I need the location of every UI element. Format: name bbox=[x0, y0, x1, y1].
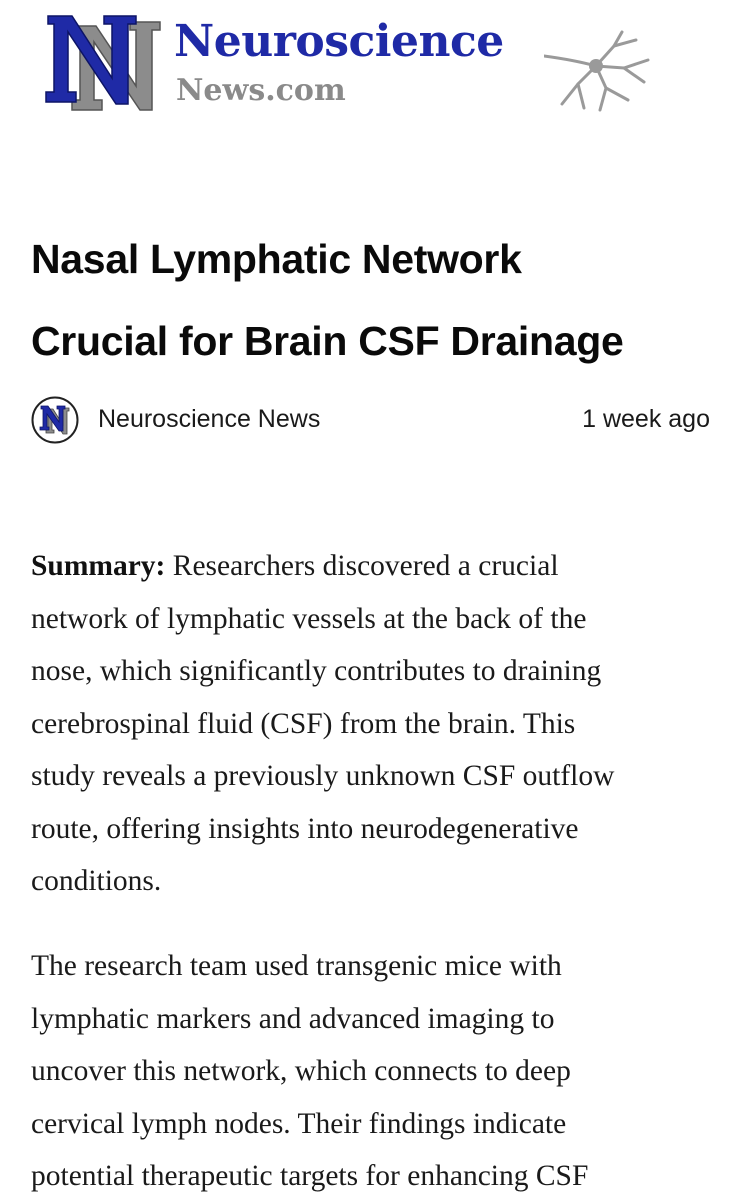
summary-line: route, offering insights into neurodegenerative bbox=[31, 812, 579, 845]
body-paragraph bbox=[31, 940, 721, 1200]
summary-paragraph bbox=[31, 540, 721, 908]
logo-wordmark-primary: Neuroscience bbox=[174, 16, 504, 67]
summary-label: Summary: bbox=[31, 550, 166, 582]
summary-line-1 bbox=[31, 540, 721, 593]
summary-line: conditions. bbox=[31, 865, 162, 897]
article-headline bbox=[31, 218, 721, 382]
summary-line: cerebrospinal fluid (CSF) from the brain. This bbox=[31, 707, 576, 740]
headline-line: Nasal Lymphatic Network bbox=[31, 236, 522, 282]
body-line: cervical lymph nodes. Their findings indicate bbox=[31, 1107, 567, 1140]
body-line: The research team used transgenic mice with bbox=[31, 950, 562, 982]
summary-text: Researchers discovered a crucial bbox=[165, 550, 559, 582]
body-line: uncover this network, which connects to deep bbox=[31, 1055, 571, 1087]
neuron-icon bbox=[544, 26, 654, 116]
summary-line: nose, which significantly contributes to draining bbox=[31, 655, 602, 687]
summary-line: study reveals a previously unknown CSF outflow bbox=[31, 760, 615, 792]
neuroscience-news-logo-icon[interactable] bbox=[31, 396, 79, 444]
body-line: potential therapeutic targets for enhancing CSF bbox=[31, 1160, 589, 1192]
summary-line: network of lymphatic vessels at the back of the bbox=[31, 602, 587, 635]
logo-n-mark-icon bbox=[44, 8, 164, 118]
site-logo[interactable] bbox=[44, 8, 654, 120]
author-name[interactable]: Neuroscience News bbox=[98, 405, 321, 433]
headline-line: Crucial for Brain CSF Drainage bbox=[31, 318, 624, 364]
publish-date: 1 week ago bbox=[582, 405, 710, 433]
logo-wordmark-secondary: News.com bbox=[176, 73, 346, 108]
body-line: lymphatic markers and advanced imaging to bbox=[31, 1002, 555, 1035]
byline bbox=[31, 396, 711, 446]
